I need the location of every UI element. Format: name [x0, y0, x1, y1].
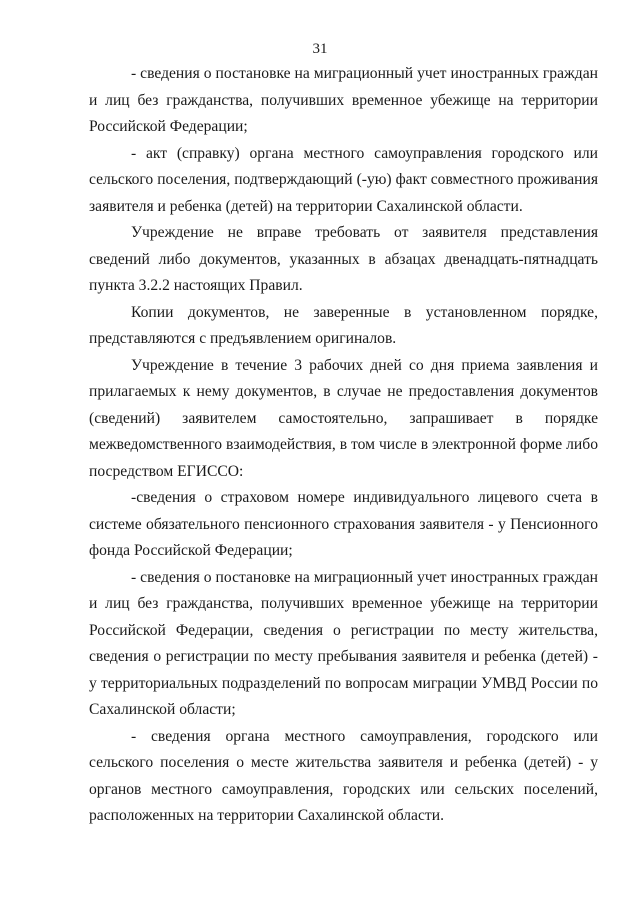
paragraph-document-copies: Копии документов, не заверенные в установленном порядке, представляются с предъявлением оригиналов. [89, 303, 598, 347]
document-body [89, 61, 598, 830]
paragraph-migration-and-residence-info: - сведения о постановке на миграционный учет иностранных граждан и лиц без гражданства, получивших временное убежище на территории Российской Федерации, сведения о регистрации по месту жительства, сведения о регистрации по месту пребывания заявителя и ребенка (детей) - у территориальных подразделений по вопросам миграции УМВД России по Сахалинской области; [89, 568, 598, 718]
paragraph-pension-insurance-number: -сведения о страховом номере индивидуального лицевого счета в системе обязательного пенсионного страхования заявителя - у Пенсионного фонда Российской Федерации; [89, 489, 598, 559]
paragraph-interagency-request: Учреждение в течение 3 рабочих дней со дня приема заявления и прилагаемых к нему документов, в случае не предоставления документов (сведений) заявителем самостоятельно, запрашивает в порядке межведомственного взаимодействия, в том числе в электронной форме либо посредством ЕГИССО: [89, 356, 598, 480]
page-number: 31 [312, 41, 328, 57]
paragraph-migration-registration: - сведения о постановке на миграционный учет иностранных граждан и лиц без гражданства, получивших временное убежище на территории Российской Федерации; [89, 65, 598, 135]
paragraph-local-residence-info: - сведения органа местного самоуправления, городского или сельского поселения о месте жительства заявителя и ребенка (детей) - у органов местного самоуправления, городских или сельских поселений, расположенных на территории Сахалинской области. [89, 727, 598, 824]
paragraph-institution-restriction: Учреждение не вправе требовать от заявителя представления сведений либо документов, указанных в абзацах двенадцать-пятнадцать пункта 3.2.2 настоящих Правил. [89, 224, 598, 294]
paragraph-local-government-act: - акт (справку) органа местного самоуправления городского или сельского поселения, подтверждающий (-ую) факт совместного проживания заявителя и ребенка (детей) на территории Сахалинской области. [89, 144, 598, 215]
